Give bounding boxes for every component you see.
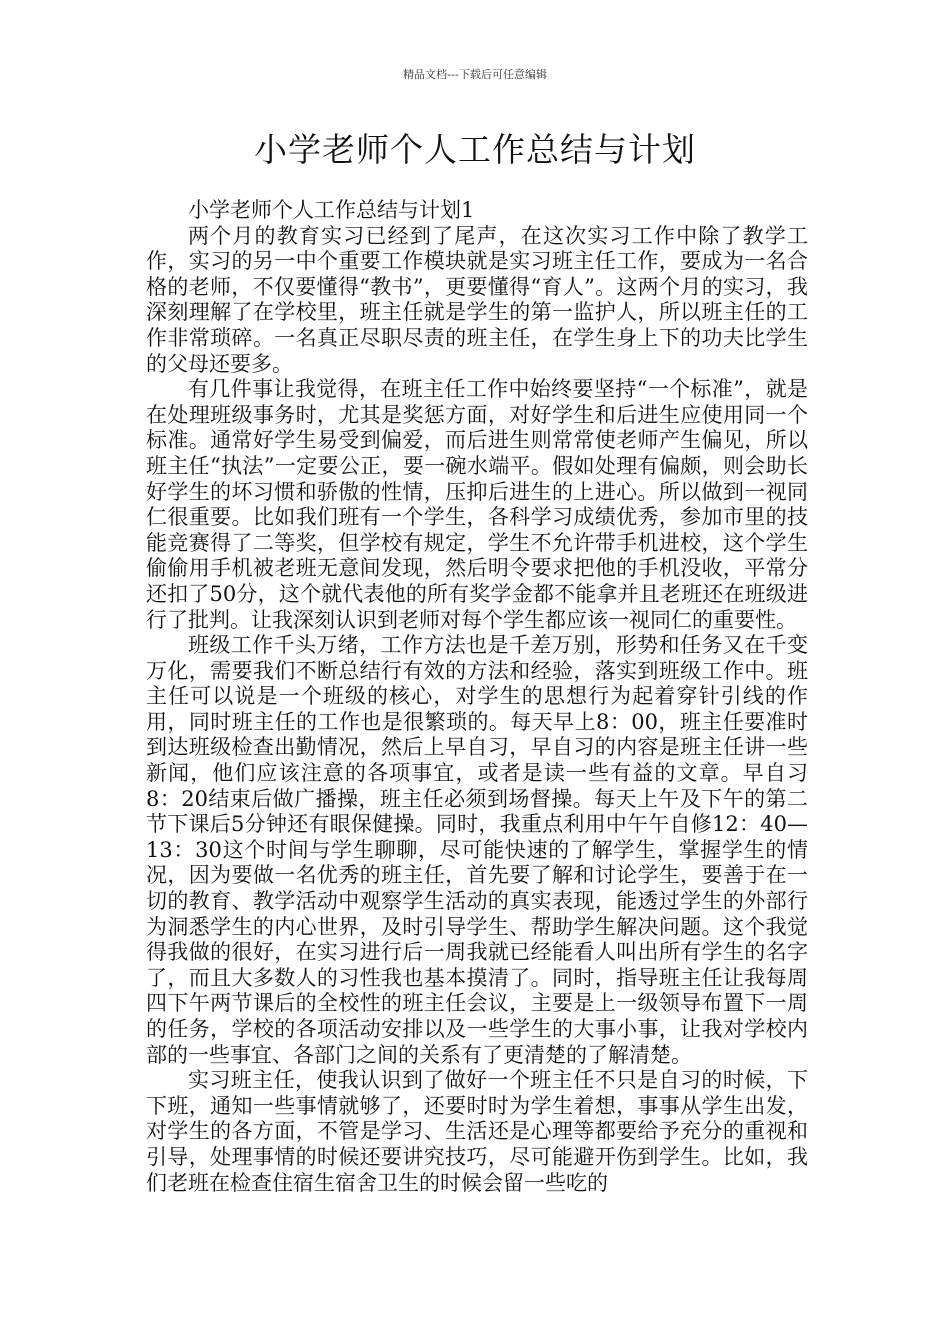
- paragraph-2: 有几件事让我觉得，在班主任工作中始终要坚持“一个标准”，就是在处理班级事务时，尤其是奖惩方面，对好学生和后进生应使用同一个标准。通常好学生易受到偏爱，而后进生则常常使老师产生偏见，所以班主任“执法”一定要公正，要一碗水端平。假如处理有偏颇，则会助长好学生的坏习惯和骄傲的性情，压抑后进生的上进心。所以做到一视同仁很重要。比如我们班有一个学生，各科学习成绩优秀，参加市里的技能竞赛得了二等奖，但学校有规定，学生不允许带手机进校，这个学生偷偷用手机被老班无意间发现，然后明令要求把他的手机没收，平常分还扣了50分，这个就代表他的所有奖学金都不能拿并且老班还在班级进行了批判。让我深刻认识到老师对每个学生都应该一视同仁的重要性。: [146, 377, 808, 632]
- header-note: 精品文档---下载后可任意编辑: [403, 68, 547, 81]
- document-body: [146, 198, 808, 1196]
- section-subtitle: 小学老师个人工作总结与计划1: [188, 198, 475, 222]
- paragraph-1: 两个月的教育实习已经到了尾声，在这次实习工作中除了教学工作，实习的另一中个重要工作模块就是实习班主任工作，要成为一名合格的老师，不仅要懂得“教书”，更要懂得“育人”。这两个月的实习，我深刻理解了在学校里，班主任就是学生的第一监护人，所以班主任的工作非常琐碎。一名真正尽职尽责的班主任，在学生身上下的功夫比学生的父母还要多。: [146, 223, 808, 376]
- paragraph-4: 实习班主任，使我认识到了做好一个班主任不只是自习的时候，下下班，通知一些事情就够了，还要时时为学生着想，事事从学生出发，对学生的各方面，不管是学习、生活还是心理等都要给予充分的重视和引导，处理事情的时候还要讲究技巧，尽可能避开伤到学生。比如，我们老班在检查住宿生宿舍卫生的时候会留一些吃的: [146, 1068, 808, 1195]
- document-title: 小学老师个人工作总结与计划: [254, 130, 696, 169]
- paragraph-3: 班级工作千头万绪，工作方法也是千差万别，形势和任务又在千变万化，需要我们不断总结行有效的方法和经验，落实到班级工作中。班主任可以说是一个班级的核心，对学生的思想行为起着穿针引线的作用，同时班主任的工作也是很繁琐的。每天早上8：00，班主任要准时到达班级检查出勤情况，然后上早自习，早自习的内容是班主任讲一些新闻，他们应该注意的各项事宜，或者是读一些有益的文章。早自习8：20结束后做广播操，班主任必须到场督操。每天上午及下午的第二节下课后5分钟还有眼保健操。同时，我重点利用中午午自修12：40—13：30这个时间与学生聊聊，尽可能快速的了解学生，掌握学生的情况，因为要做一名优秀的班主任，首先要了解和讨论学生，要善于在一切的教育、教学活动中观察学生活动的真实表现，能透过学生的外部行为洞悉学生的内心世界，及时引导学生、帮助学生解决问题。这个我觉得我做的很好，在实习进行后一周我就已经能看人叫出所有学生的名字了，而且大多数人的习性我也基本摸清了。同时，指导班主任让我每周四下午两节课后的全校性的班主任会议，主要是上一级领导布置下一周的任务，学校的各项活动安排以及一些学生的大事小事，让我对学校内部的一些事宜、各部门之间的关系有了更清楚的了解清楚。: [146, 633, 808, 1067]
